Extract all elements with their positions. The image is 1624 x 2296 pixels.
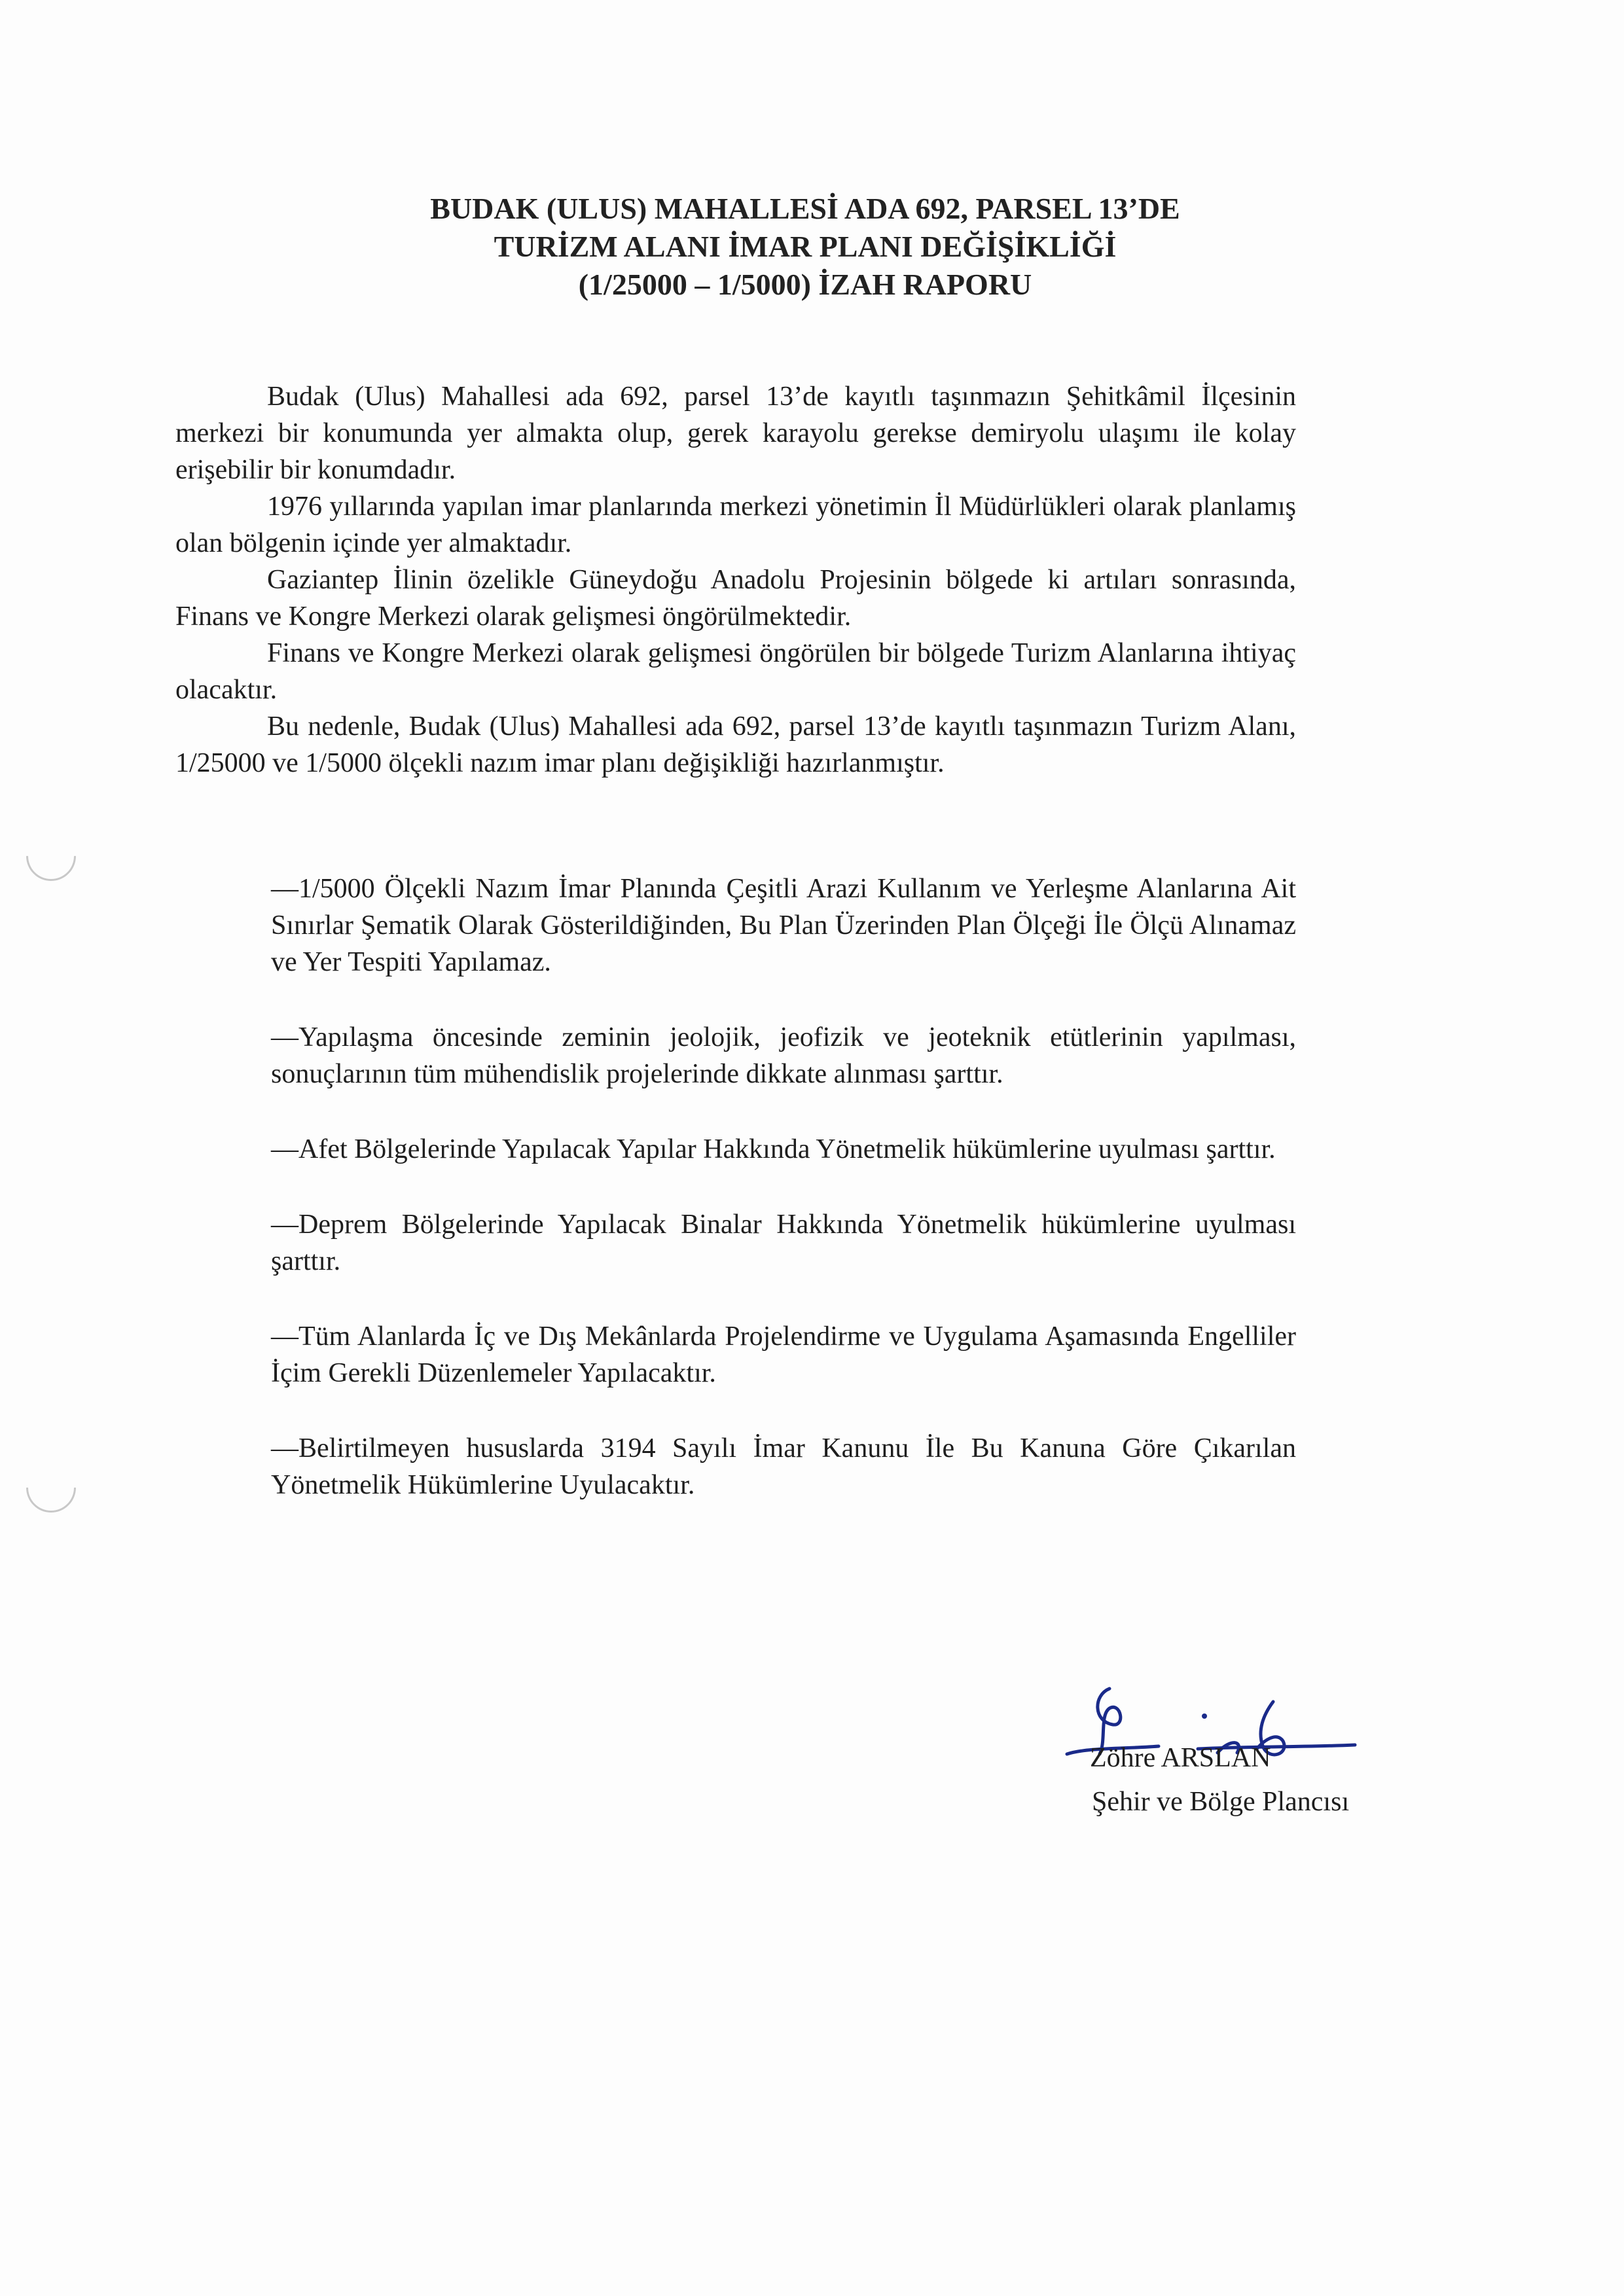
plan-note: —Yapılaşma öncesinde zeminin jeolojik, jeofizik ve jeoteknik etütlerinin yapılması, sonuçlarının tüm mühendislik projelerinde dikkate alınması şarttır. <box>271 1022 1296 1089</box>
punch-hole-mark <box>16 1452 86 1522</box>
intro-paragraph: 1976 yıllarında yapılan imar planlarında merkezi yönetimin İl Müdürlükleri olarak planlamış olan bölgenin içinde yer almaktadır. <box>175 492 1296 558</box>
intro-paragraph: Bu nedenle, Budak (Ulus) Mahallesi ada 692, parsel 13’de kayıtlı taşınmazın Turizm Alanı, 1/25000 ve 1/5000 ölçekli nazım imar planı değişikliği hazırlanmıştır. <box>175 711 1296 778</box>
intro-paragraph: Gaziantep İlinin özelikle Güneydoğu Anadolu Projesinin bölgede ki artıları sonrasında, Finans ve Kongre Merkezi olarak gelişmesi öngörülmektedir. <box>175 565 1296 632</box>
title-line-1: BUDAK (ULUS) MAHALLESİ ADA 692, PARSEL 13’DE <box>430 192 1180 225</box>
intro-paragraph: Finans ve Kongre Merkezi olarak gelişmesi öngörülen bir bölgede Turizm Alanlarına ihtiyaç olacaktır. <box>175 638 1296 705</box>
plan-notes-section <box>271 870 1296 1542</box>
signatory-name: Zöhre ARSLAN <box>1090 1743 1271 1773</box>
title-line-2: TURİZM ALANI İMAR PLANI DEĞİŞİKLİĞİ <box>494 230 1117 263</box>
intro-paragraph: Budak (Ulus) Mahallesi ada 692, parsel 13’de kayıtlı taşınmazın Şehitkâmil İlçesinin merkezi bir konumunda yer almakta olup, gerek karayolu gerekse demiryolu ulaşımı ile kolay erişebilir bir konumdadır. <box>175 382 1296 485</box>
plan-note: —Deprem Bölgelerinde Yapılacak Binalar Hakkında Yönetmelik hükümlerine uyulması şarttır. <box>271 1210 1296 1276</box>
plan-note: —Tüm Alanlarda İç ve Dış Mekânlarda Projelendirme ve Uygulama Aşamasında Engelliler İçim Gerekli Düzenlemeler Yapılacaktır. <box>271 1321 1296 1388</box>
punch-hole-mark <box>16 821 86 891</box>
signatory-title: Şehir ve Bölge Plancısı <box>1092 1787 1350 1817</box>
plan-note: —Belirtilmeyen hususlarda 3194 Sayılı İmar Kanunu İle Bu Kanuna Göre Çıkarılan Yönetmelik Hükümlerine Uyulacaktır. <box>271 1433 1296 1500</box>
plan-note: —Afet Bölgelerinde Yapılacak Yapılar Hakkında Yönetmelik hükümlerine uyulması şarttır. <box>271 1134 1276 1164</box>
intro-section <box>175 378 1296 781</box>
title-line-3: (1/25000 – 1/5000) İZAH RAPORU <box>578 268 1032 301</box>
plan-note: —1/5000 Ölçekli Nazım İmar Planında Çeşitli Arazi Kullanım ve Yerleşme Alanlarına Ait Sınırlar Şematik Olarak Gösterildiğinden, Bu Plan Üzerinden Plan Ölçeği İle Ölçü Alınamaz ve Yer Tespiti Yapılamaz. <box>271 874 1296 977</box>
document-title <box>262 190 1348 304</box>
